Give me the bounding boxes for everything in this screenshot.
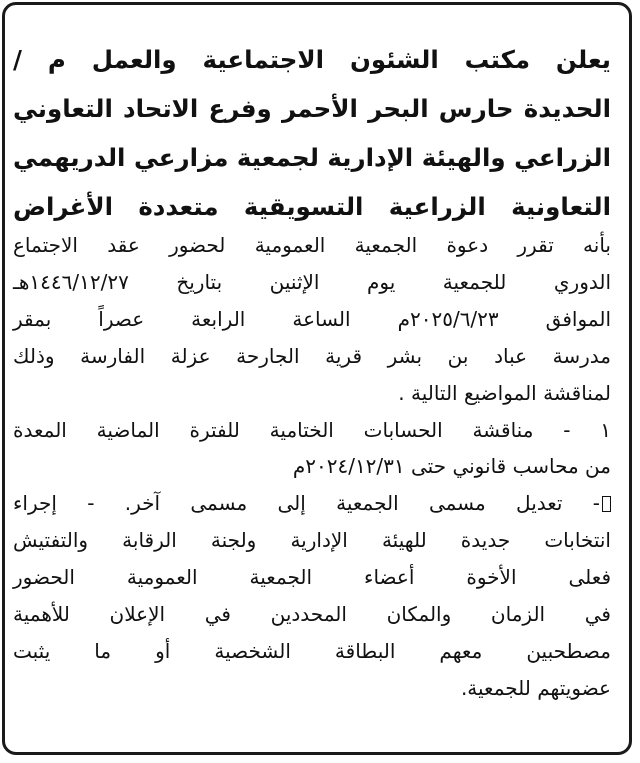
notice-heading — [13, 35, 611, 231]
body-line-13: عضويتهم للجمعية. — [460, 675, 611, 700]
body-line-11: في الزمان والمكان المحددين في الإعلان للأهمية — [13, 602, 611, 627]
heading-line-2: الحديدة حارس البحر الأحمر وفرع الاتحاد التعاوني — [13, 94, 611, 123]
agenda-item-2-line-2: انتخابات جديدة للهيئة الإدارية ولجنة الرقابة والتفتيش — [13, 528, 611, 553]
notice-body — [13, 227, 611, 707]
agenda-item-2-text: - تعديل مسمى الجمعية إلى مسمى آخر. - إجراء — [13, 491, 600, 516]
public-notice-box — [2, 2, 632, 755]
missing-glyph-icon — [602, 496, 611, 512]
body-line-12: مصطحبين معهم البطاقة الشخصية أو ما يثبت — [13, 638, 611, 663]
body-line-2: الدوري للجمعية يوم الإثنين بتاريخ ١٤٤٦/١٢/٢٧هـ — [13, 269, 611, 294]
heading-line-3: الزراعي والهيئة الإدارية لجمعية مزارعي الدريهمي — [13, 143, 611, 172]
body-line-3: الموافق ٢٠٢٥/٦/٢٣م الساعة الرابعة عصراً بمقر — [13, 306, 612, 331]
heading-line-4: التعاونية الزراعية التسويقية متعددة الأغراض — [13, 192, 611, 221]
agenda-item-2-line-1 — [13, 485, 611, 522]
body-line-5: لمناقشة المواضيع التالية . — [398, 380, 611, 405]
body-line-4: مدرسة عباد بن بشر قرية الجارحة عزلة الفارسة وذلك — [13, 343, 611, 368]
body-line-1: بأنه تقرر دعوة الجمعية العمومية لحضور عقد الاجتماع — [13, 233, 611, 257]
heading-line-1: يعلن مكتب الشئون الاجتماعية والعمل م / — [13, 45, 611, 74]
body-line-10: فعلى الأخوة أعضاء الجمعية العمومية الحضور — [13, 565, 611, 590]
agenda-item-1-line-1: ١ - مناقشة الحسابات الختامية للفترة الماضية المعدة — [13, 417, 611, 442]
agenda-item-1-line-2: من محاسب قانوني حتى ٢٠٢٤/١٢/٣١م — [292, 454, 611, 479]
